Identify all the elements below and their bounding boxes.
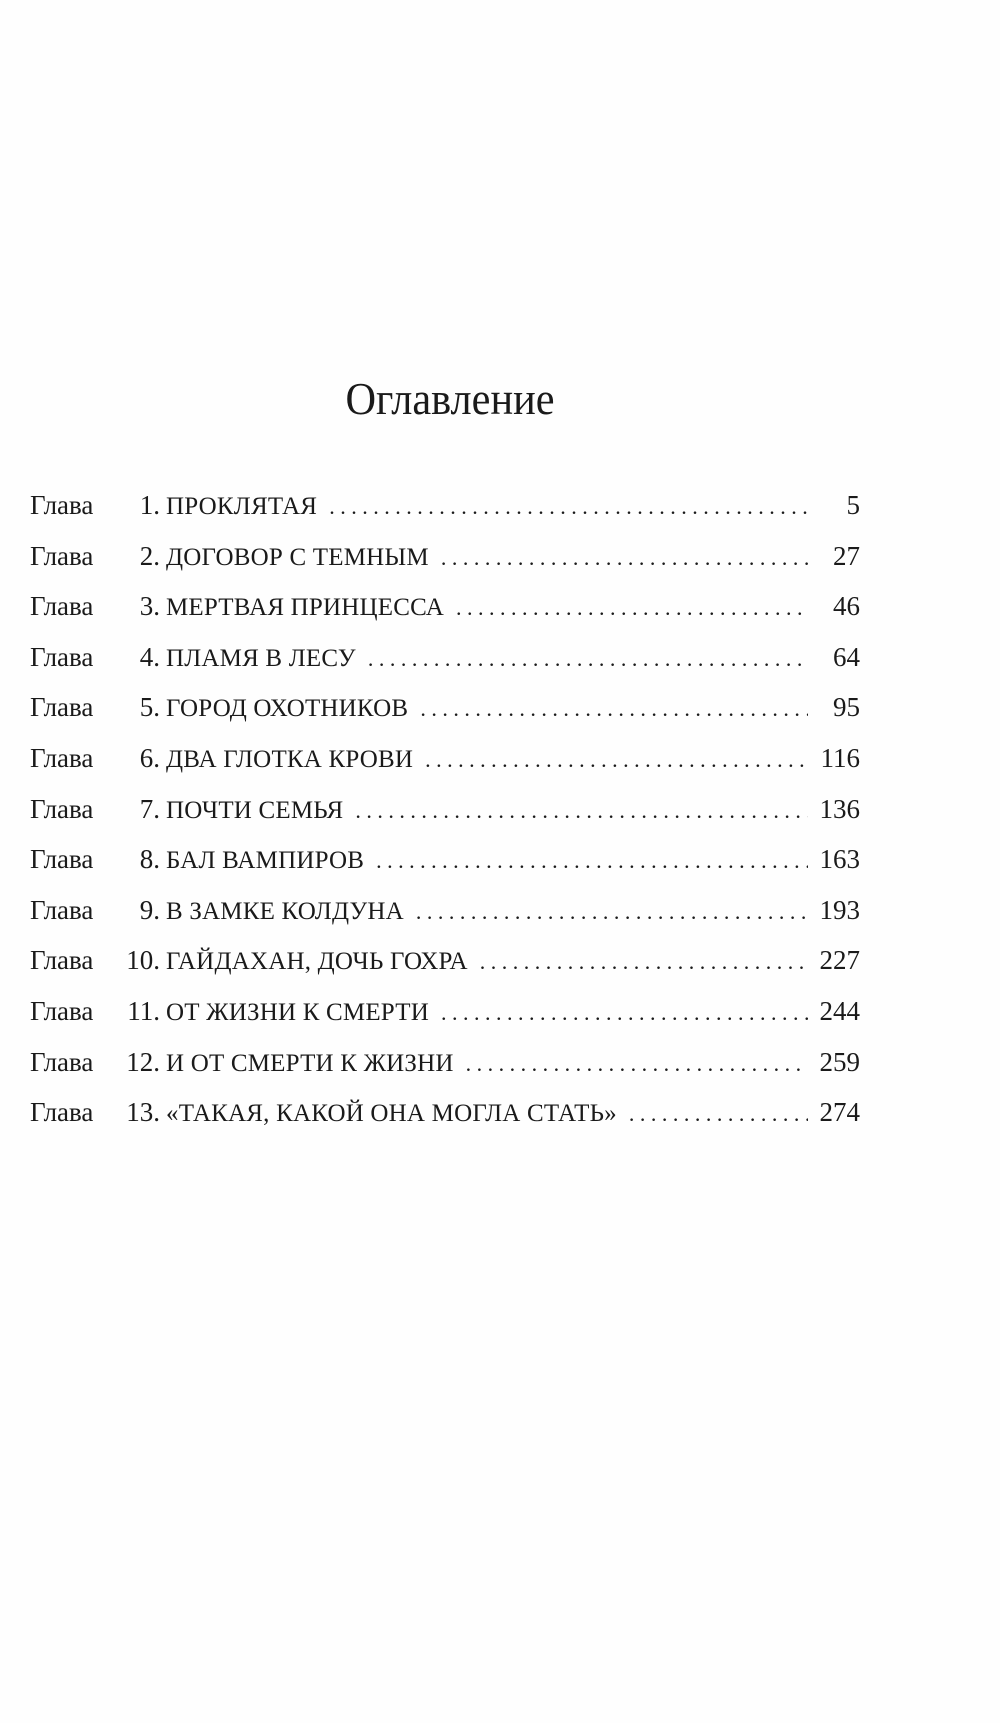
toc-entry-number: 4. — [139, 641, 160, 672]
toc-entry-title: В ЗАМКЕ КОЛДУНА — [166, 897, 404, 925]
toc-entry-title: ДОГОВОР С ТЕМНЫМ — [166, 543, 429, 571]
toc-entry-page: 163 — [819, 844, 860, 875]
toc-entry[interactable] — [30, 844, 860, 895]
toc-dot-leader — [480, 949, 808, 975]
toc-entry[interactable] — [30, 996, 860, 1047]
toc-list — [30, 490, 860, 1148]
toc-entry-page: 64 — [833, 641, 860, 672]
toc-dot-leader — [376, 848, 808, 874]
toc-entry-page: 259 — [819, 1046, 860, 1077]
toc-entry-title: И ОТ СМЕРТИ К ЖИЗНИ — [166, 1049, 454, 1077]
toc-entry-title: ПРОКЛЯТАЯ — [166, 493, 318, 520]
toc-entry-title: БАЛ ВАМПИРОВ — [166, 847, 365, 875]
toc-entry-page: 136 — [819, 793, 860, 824]
toc-entry-number: 10. — [126, 945, 160, 976]
toc-entry-page: 193 — [819, 894, 860, 925]
toc-dot-leader — [329, 494, 808, 520]
toc-entry-number: 1. — [139, 490, 160, 520]
toc-entry[interactable] — [30, 945, 860, 996]
toc-entry-prefix: Глава — [30, 793, 94, 824]
toc-entry-title: ГАЙДАХАН, ДОЧЬ ГОХРА — [166, 948, 468, 976]
toc-entry-title: ПОЧТИ СЕМЬЯ — [166, 796, 344, 824]
toc-dot-leader — [425, 747, 808, 773]
toc-entry-number: 11. — [127, 995, 160, 1026]
toc-entry-prefix: Глава — [30, 490, 94, 520]
toc-entry-title: ПЛАМЯ В ЛЕСУ — [166, 644, 356, 672]
toc-entry-number: 8. — [139, 844, 160, 875]
toc-dot-leader — [368, 646, 808, 672]
toc-entry-page: 244 — [819, 995, 860, 1026]
toc-entry-page: 46 — [833, 591, 860, 622]
toc-dot-leader — [355, 798, 808, 824]
toc-entry-title: ГОРОД ОХОТНИКОВ — [166, 695, 409, 723]
toc-dot-leader — [441, 545, 808, 571]
toc-heading: Оглавление — [345, 373, 555, 424]
toc-entry-prefix: Глава — [30, 742, 94, 773]
toc-entry[interactable] — [30, 895, 860, 946]
toc-entry-page: 27 — [833, 540, 860, 571]
toc-entry-prefix: Глава — [30, 540, 94, 571]
toc-entry-number: 12. — [126, 1046, 160, 1077]
toc-entry-number: 2. — [139, 540, 160, 571]
toc-entry-number: 13. — [126, 1097, 160, 1128]
toc-entry-prefix: Глава — [30, 641, 94, 672]
toc-entry-prefix: Глава — [30, 1097, 94, 1128]
toc-entry-title: ОТ ЖИЗНИ К СМЕРТИ — [166, 998, 429, 1026]
toc-dot-leader — [466, 1051, 808, 1077]
toc-dot-leader — [416, 899, 808, 925]
toc-entry[interactable] — [30, 1097, 860, 1148]
toc-entry-page: 95 — [833, 692, 860, 723]
toc-entry[interactable] — [30, 794, 860, 845]
toc-entry-prefix: Глава — [30, 1046, 94, 1077]
toc-dot-leader — [420, 696, 808, 722]
toc-entry-prefix: Глава — [30, 591, 94, 622]
toc-entry-prefix: Глава — [30, 995, 94, 1026]
toc-entry[interactable] — [30, 1047, 860, 1098]
toc-entry[interactable] — [30, 490, 860, 541]
toc-entry-number: 7. — [139, 793, 160, 824]
toc-entry-prefix: Глава — [30, 692, 94, 723]
toc-entry-title: «ТАКАЯ, КАКОЙ ОНА МОГЛА СТАТЬ» — [166, 1100, 617, 1128]
toc-entry-prefix: Глава — [30, 844, 94, 875]
toc-entry[interactable] — [30, 692, 860, 743]
toc-entry-number: 5. — [139, 692, 160, 723]
toc-entry-number: 9. — [139, 894, 160, 925]
toc-entry-prefix: Глава — [30, 945, 94, 976]
toc-entry-page: 5 — [846, 490, 860, 520]
toc-entry-prefix: Глава — [30, 894, 94, 925]
toc-entry[interactable] — [30, 591, 860, 642]
toc-entry[interactable] — [30, 541, 860, 592]
toc-dot-leader — [441, 1000, 808, 1026]
toc-dot-leader — [456, 595, 808, 621]
toc-entry-title: МЕРТВАЯ ПРИНЦЕССА — [166, 594, 445, 622]
toc-entry-title: ДВА ГЛОТКА КРОВИ — [166, 745, 414, 773]
toc-entry-page: 227 — [819, 945, 860, 976]
toc-entry-number: 3. — [139, 591, 160, 622]
toc-entry-page: 116 — [820, 742, 860, 773]
toc-entry[interactable] — [30, 642, 860, 693]
toc-dot-leader — [629, 1101, 808, 1127]
toc-entry[interactable] — [30, 743, 860, 794]
toc-entry-number: 6. — [139, 742, 160, 773]
toc-entry-page: 274 — [819, 1097, 860, 1128]
